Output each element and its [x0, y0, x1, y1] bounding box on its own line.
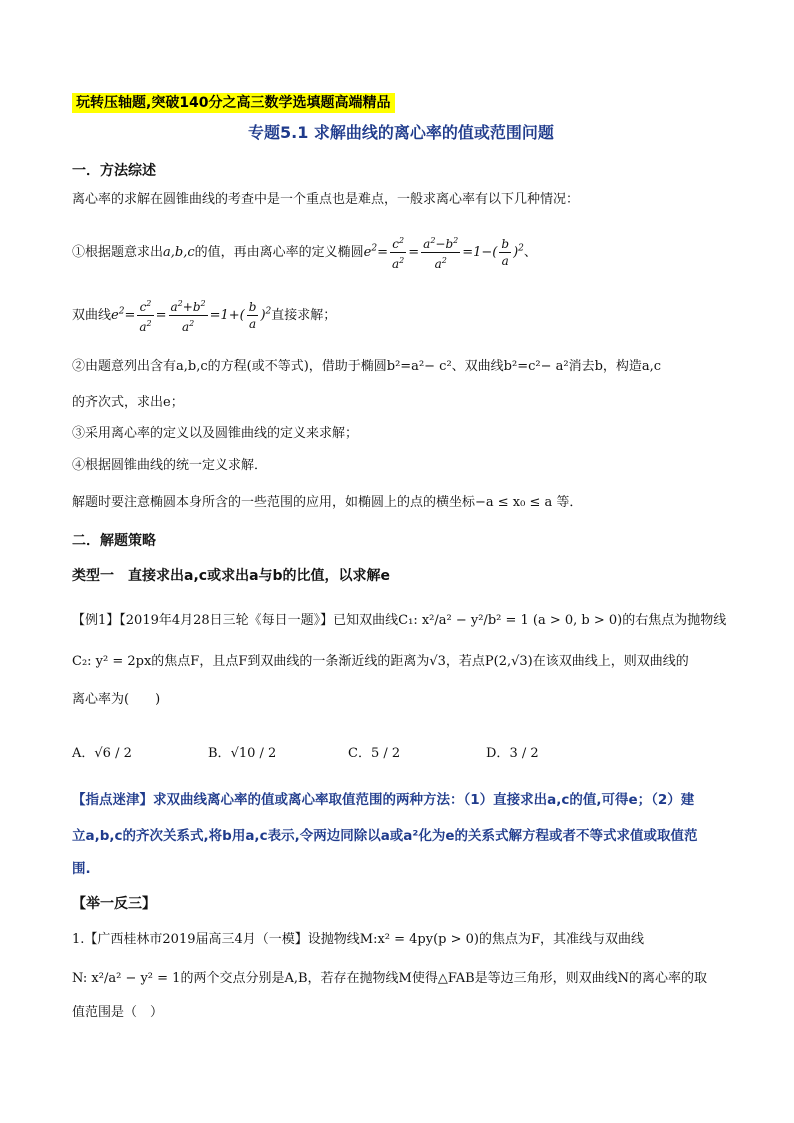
- option-c: C．5 / 2: [348, 746, 401, 761]
- item1-tail: 、: [523, 244, 537, 260]
- example1-line2: C₂: y² = 2px的焦点F，且点F到双曲线的一条渐近线的距离为√3，若点P(2,√3)在该双曲线上，则双曲线的: [72, 654, 689, 669]
- method-item-2-line2: 的齐次式，求出e；: [72, 395, 184, 410]
- practice-line2: N: x²/a² − y² = 1的两个交点分别是A,B，若存在抛物线M使得△FAB是等边三角形，则双曲线N的离心率的取: [72, 971, 708, 986]
- method-item-2-line1: ②由题意列出含有a,b,c的方程(或不等式)，借助于椭圆b²=a²− c²、双曲线b²=c²− a²消去b，构造a,c: [72, 359, 662, 374]
- intro-paragraph: 离心率的求解在圆锥曲线的考查中是一个重点也是难点，一般求离心率有以下几种情况：: [72, 192, 580, 207]
- section-heading-method: 一．方法综述: [72, 163, 156, 179]
- ellipse-formula: $e^2=$ $\frac{c^2}{a^2}$ = $\frac{a^2-b^2}{a^2}$ =1−( $\frac{b}{a}$ )$^2$: [364, 233, 524, 272]
- method-item-1b: [72, 296, 336, 335]
- series-banner: 玩转压轴题,突破140分之高三数学选填题高端精品: [72, 93, 395, 113]
- method-item-1: [72, 233, 537, 272]
- method-item-4: ④根据圆锥曲线的统一定义求解．: [72, 458, 268, 473]
- option-b: B．√10 / 2: [208, 746, 277, 761]
- range-note: 解题时要注意椭圆本身所含的一些范围的应用，如椭圆上的点的横坐标−a ≤ x₀ ≤ a 等．: [72, 495, 583, 510]
- item1b-prefix: 双曲线: [72, 307, 112, 323]
- hint-line1: 【指点迷津】求双曲线离心率的值或离心率取值范围的两种方法：（1）直接求出a,c的值,可得e；（2）建: [72, 792, 695, 808]
- practice-line3: 值范围是（ ）: [72, 1005, 164, 1020]
- method-item-3: ③采用离心率的定义以及圆锥曲线的定义来求解；: [72, 426, 359, 441]
- option-d: D．3 / 2: [486, 746, 539, 761]
- example1-line3: 离心率为( ): [72, 692, 161, 707]
- example1-line1: 【例1】【2019年4月28日三轮《每日一题》】已知双曲线C₁: x²/a² − y²/b² = 1 (a > 0, b > 0)的右焦点为抛物线: [72, 613, 727, 628]
- item1-mid: 的值，再由离心率的定义椭圆: [194, 244, 364, 260]
- option-a: A．√6 / 2: [72, 746, 132, 761]
- item1-vars: a,b,c: [163, 244, 195, 260]
- item1b-tail: 直接求解；: [271, 307, 337, 323]
- section-heading-strategy: 二．解题策略: [72, 533, 156, 549]
- hint-line2: 立a,b,c的齐次关系式,将b用a,c表示,令两边同除以a或a²化为e的关系式解方程或者不等式求值或取值范: [72, 828, 698, 844]
- hint-line3: 围.: [72, 861, 91, 877]
- page-title: 专题5.1 求解曲线的离心率的值或范围问题: [248, 123, 554, 142]
- hyperbola-formula: $e^2=$ $\frac{c^2}{a^2}$ = $\frac{a^2+b^2}{a^2}$ =1+( $\frac{b}{a}$ )$^2$: [111, 296, 271, 335]
- practice-heading: 【举一反三】: [72, 896, 156, 912]
- item1-prefix: ①根据题意求出: [72, 244, 164, 260]
- practice-line1: 1.【广西桂林市2019届高三4月（一模】设抛物线M:x² = 4py(p > 0)的焦点为F，其准线与双曲线: [72, 932, 645, 947]
- type-one-heading: 类型一 直接求出a,c或求出a与b的比值，以求解e: [72, 568, 391, 584]
